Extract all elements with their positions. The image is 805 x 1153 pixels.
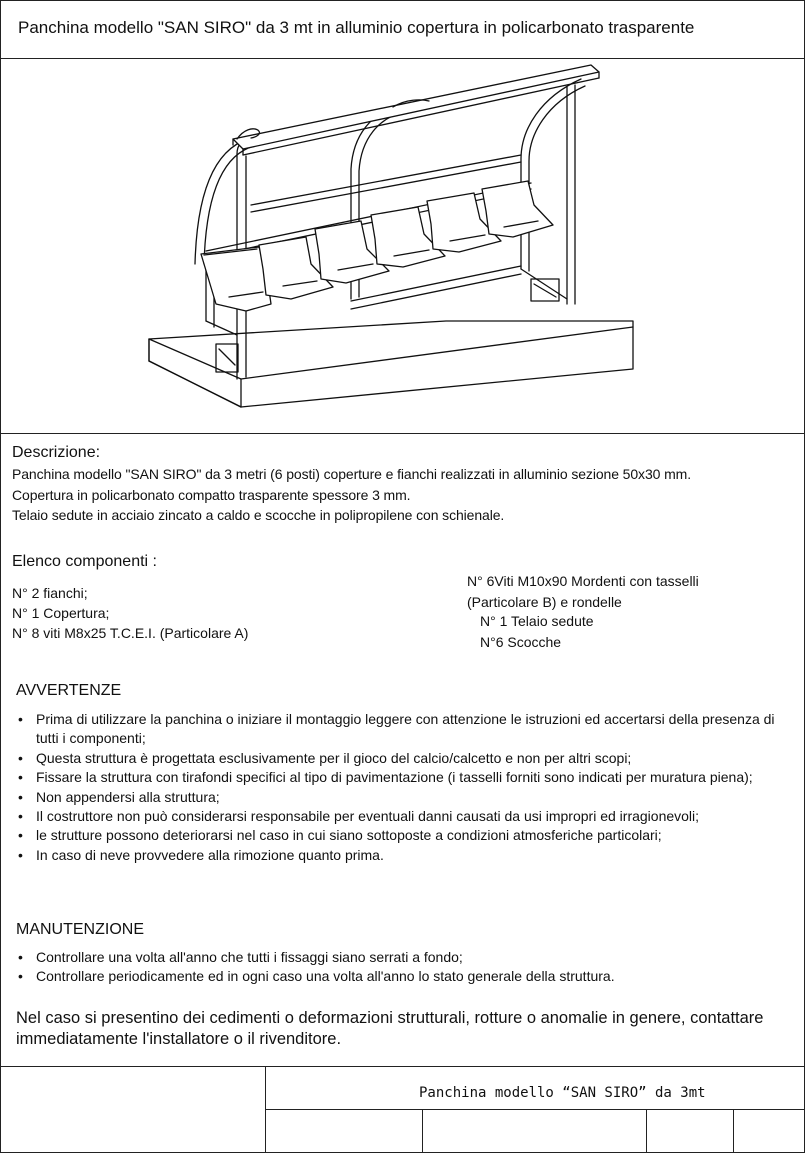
component-item: N° 6Viti M10x90 Mordenti con tasselli <box>467 573 699 589</box>
list-item: • Fissare la struttura con tirafondi specifici al tipo di pavimentazione (i tasselli forniti sono indicati per muratura piena); <box>16 768 776 787</box>
warnings-list <box>16 710 776 865</box>
list-item: • Controllare periodicamente ed in ogni caso una volta all'anno lo stato generale della struttura. <box>16 967 776 986</box>
document-title: Panchina modello "SAN SIRO" da 3 mt in alluminio copertura in policarbonato trasparente <box>18 18 695 37</box>
title-block-divider <box>646 1109 647 1153</box>
component-item: (Particolare B) e rondelle <box>467 594 622 610</box>
list-item: • In caso di neve provvedere alla rimozione quanto prima. <box>16 846 776 865</box>
maintenance-heading: MANUTENZIONE <box>16 921 144 938</box>
title-block-divider <box>422 1109 423 1153</box>
title-block <box>1 1066 804 1153</box>
component-item: N° 1 Copertura; <box>12 605 110 621</box>
bench-drawing <box>1 59 804 434</box>
list-item: • Il costruttore non può considerarsi responsabile per eventuali danni causati da usi impropri ed irragionevoli; <box>16 807 776 826</box>
component-item: N°6 Scocche <box>480 634 562 650</box>
description-line: Panchina modello "SAN SIRO" da 3 metri (6 posti) coperture e fianchi realizzati in alluminio sezione 50x30 mm. <box>12 466 692 482</box>
concrete-base <box>149 321 633 407</box>
list-item: • Questa struttura è progettata esclusivamente per il gioco del calcio/calcetto e non per altri scopi; <box>16 749 776 768</box>
title-block-divider <box>265 1067 266 1153</box>
seat-6 <box>482 181 553 237</box>
list-item: • Non appendersi alla struttura; <box>16 788 776 807</box>
maintenance-list <box>16 948 776 987</box>
list-item: • le strutture possono deteriorarsi nel caso in cui siano sottoposte a condizioni atmosferiche particolari; <box>16 826 776 845</box>
list-item: • Controllare una volta all'anno che tutti i fissaggi siano serrati a fondo; <box>16 948 776 967</box>
component-item: N° 2 fianchi; <box>12 585 88 601</box>
roof-cover <box>233 65 599 155</box>
description-heading: Descrizione: <box>12 444 101 461</box>
title-block-title: Panchina modello “SAN SIRO” da 3mt <box>419 1085 706 1101</box>
document-header <box>1 1 804 59</box>
warnings-heading: AVVERTENZE <box>16 682 122 699</box>
list-item: • Prima di utilizzare la panchina o iniziare il montaggio leggere con attenzione le istruzioni ed accertarsi della presenza di tutti i componenti; <box>16 710 776 749</box>
components-heading: Elenco componenti : <box>12 553 157 570</box>
title-block-divider <box>733 1109 734 1153</box>
bench-illustration <box>1 59 804 433</box>
component-item: N° 1 Telaio sedute <box>480 613 594 629</box>
description-line: Copertura in policarbonato compatto trasparente spessore 3 mm. <box>12 487 411 503</box>
description-line: Telaio sedute in acciaio zincato a caldo e scocche in polipropilene con schienale. <box>12 507 505 523</box>
closing-note: Nel caso si presentino dei cedimenti o deformazioni strutturali, rotture o anomalie in genere, contattare immediatamente l'installatore o il rivenditore. <box>16 1009 764 1048</box>
seats <box>201 181 553 311</box>
component-item: N° 8 viti M8x25 T.C.E.I. (Particolare A) <box>12 625 249 641</box>
title-block-divider <box>265 1109 804 1110</box>
